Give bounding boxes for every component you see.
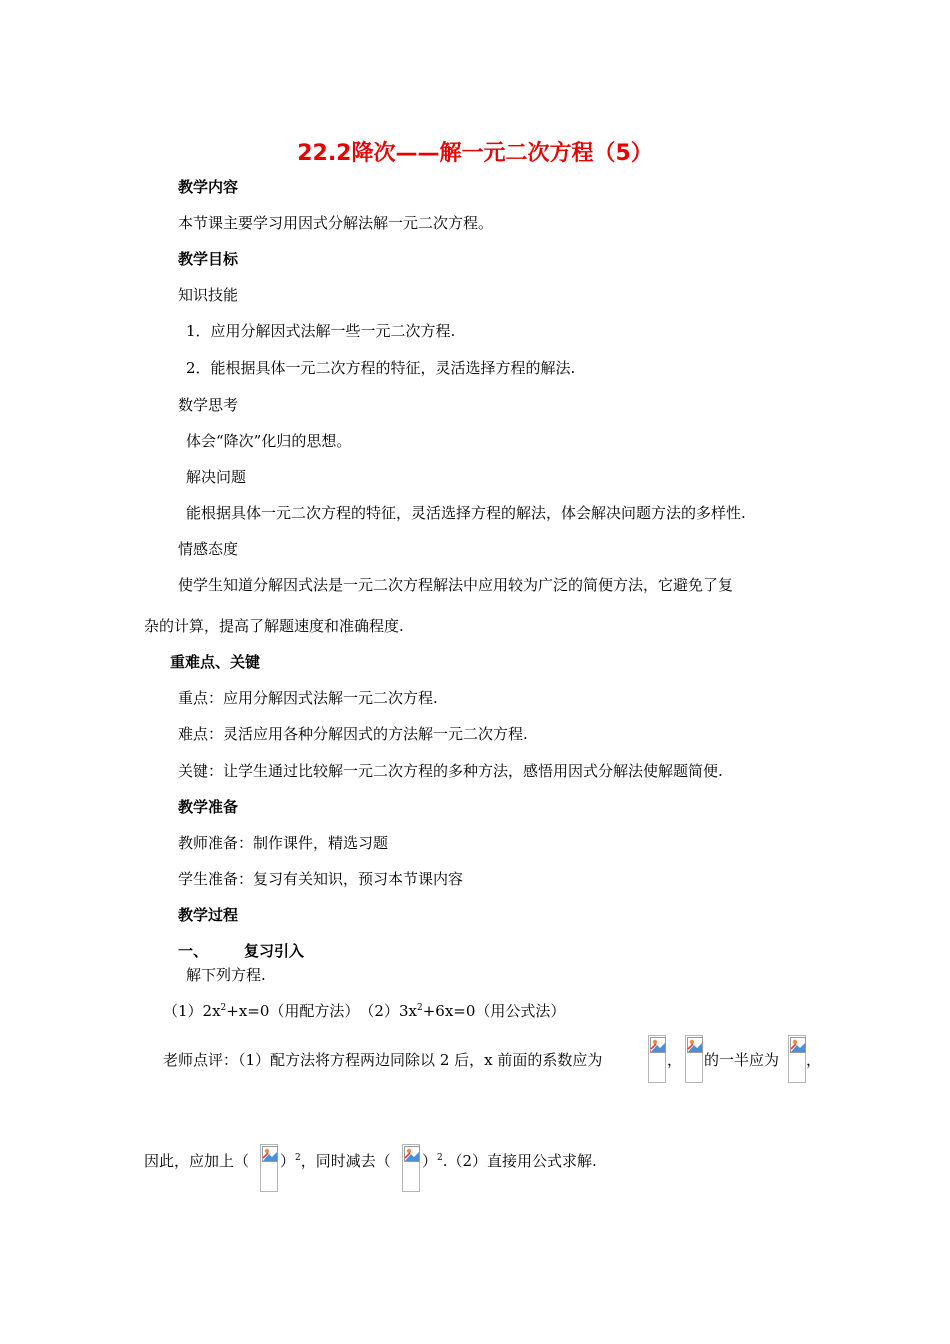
subheading-problem-solving: 解决问题 (186, 468, 247, 486)
math-thinking-text: 体会“降次”化归的思想。 (186, 432, 352, 450)
exponent-superscript: 2 (295, 1153, 301, 1163)
comment-text-b: ， (667, 1051, 683, 1069)
part1-title: 复习引入 (244, 942, 305, 960)
focus-text: 重点：应用分解因式法解一元二次方程. (178, 689, 438, 707)
heading-teaching-process: 教学过程 (178, 906, 239, 924)
subheading-knowledge: 知识技能 (178, 286, 239, 304)
teacher-preparation: 教师准备：制作课件，精选习题 (178, 834, 389, 852)
knowledge-item-2: 2．能根据具体一元二次方程的特征，灵活选择方程的解法. (186, 359, 576, 377)
difficulty-text: 难点：灵活应用各种分解因式的方法解一元二次方程. (178, 725, 528, 743)
equation-2-part-c: +6x=0（用公式法） (422, 1002, 566, 1020)
subheading-attitude: 情感态度 (178, 540, 239, 558)
hence-paren-close: ） (280, 1152, 296, 1170)
part1-number: 一、 (178, 942, 209, 960)
problem-solving-text: 能根据具体一元二次方程的特征，灵活选择方程的解法，体会解决问题方法的多样性. (186, 504, 746, 522)
hence-paren-close: ） (422, 1152, 438, 1170)
heading-teaching-goals: 教学目标 (178, 250, 239, 268)
heading-preparation: 教学准备 (178, 798, 239, 816)
exponent-superscript: 2 (437, 1153, 443, 1163)
hence-text-d (422, 1151, 597, 1171)
heading-teaching-content: 教学内容 (178, 178, 239, 196)
comment-text-c: 的一半应为 (704, 1051, 780, 1069)
broken-image-icon (685, 1035, 703, 1083)
hence-text-a: 因此，应加上（ (144, 1152, 250, 1170)
hence-text-e: .（2）直接用公式求解. (442, 1152, 597, 1170)
teaching-content-text: 本节课主要学习用因式分解法解一元二次方程。 (178, 214, 494, 232)
student-preparation: 学生准备：复习有关知识，预习本节课内容 (178, 870, 464, 888)
page-title: 22.2降次——解一元二次方程（5） (297, 141, 653, 166)
key-text: 关键：让学生通过比较解一元二次方程的多种方法，感悟用因式分解法使解题简便. (178, 762, 723, 780)
exponent-superscript: 2 (416, 1003, 423, 1013)
subheading-math-thinking: 数学思考 (178, 396, 239, 414)
broken-image-icon (788, 1035, 806, 1083)
broken-image-icon (260, 1144, 278, 1192)
broken-image-icon (402, 1144, 420, 1192)
heading-key-points: 重难点、关键 (170, 653, 261, 671)
comment-text-d: ， (806, 1051, 822, 1069)
knowledge-item-1: 1．应用分解因式法解一些一元二次方程. (186, 322, 456, 340)
exercise-intro: 解下列方程. (186, 966, 266, 984)
equation-1-part-b: +x=0（用配方法） （2）3x (226, 1002, 417, 1020)
exponent-superscript: 2 (220, 1003, 227, 1013)
hence-text-b (280, 1151, 391, 1171)
equation-1-part-a: （1）2x (163, 1002, 221, 1020)
hence-text-c: ，同时减去（ (300, 1152, 391, 1170)
attitude-text-line-2: 杂的计算，提高了解题速度和准确程度. (144, 617, 404, 635)
exercise-equations (163, 1001, 565, 1021)
broken-image-icon (648, 1035, 666, 1083)
attitude-text-line-1: 使学生知道分解因式法是一元二次方程解法中应用较为广泛的简便方法，它避免了复 (178, 576, 734, 594)
comment-text-a: 老师点评：（1）配方法将方程两边同除以 2 后，x 前面的系数应为 (163, 1051, 603, 1069)
